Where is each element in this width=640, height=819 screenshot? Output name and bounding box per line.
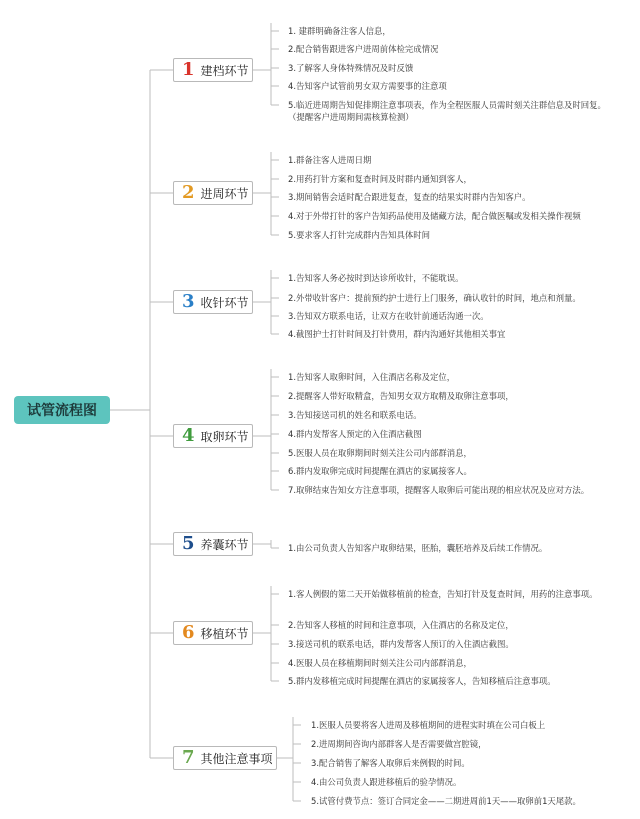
stage-label: 移植环节 bbox=[200, 626, 249, 641]
stage-1 bbox=[173, 58, 253, 82]
stage-number: 1 bbox=[182, 59, 195, 80]
stage-2-item: 4.对于外带打针的客户告知药品使用及储藏方法，配合做医嘱或发相关操作视频 bbox=[288, 211, 581, 221]
stage-2-item: 5.要求客人打针完成群内告知具体时间 bbox=[288, 230, 430, 240]
stage-1-item: 1. 建群明确备注客人信息， bbox=[288, 26, 391, 36]
stage-label: 取卵环节 bbox=[200, 429, 249, 444]
stage-number: 2 bbox=[182, 182, 195, 203]
stage-label: 收针环节 bbox=[200, 295, 249, 310]
stage-number: 6 bbox=[182, 622, 195, 643]
stage-7 bbox=[173, 746, 277, 770]
stage-1-item: 3.了解客人身体特殊情况及时反馈 bbox=[288, 63, 414, 73]
stage-1-item: 2.配合销售跟进客户进周前体检完成情况 bbox=[288, 44, 439, 54]
stage-4-item: 6.群内发取卵完成时间提醒在酒店的家属接客人。 bbox=[288, 466, 472, 476]
stage-7-item: 2.进周期间咨询内部群客人是否需要做宫腔镜， bbox=[311, 739, 487, 749]
stage-3-item: 2.外带收针客户：提前预约护士进行上门服务，确认收针的时间，地点和剂量。 bbox=[288, 293, 581, 303]
stage-3 bbox=[173, 290, 253, 314]
stage-2-item: 3.期间销售会适时配合跟进复查，复查的结果实时群内告知客户。 bbox=[288, 192, 531, 202]
stage-1-item: 4.告知客户试管前男女双方需要事的注意项 bbox=[288, 81, 447, 91]
stage-3-item: 1.告知客人务必按时到达诊所收针，不能耽误。 bbox=[288, 273, 464, 283]
root-title: 试管流程图 bbox=[27, 403, 97, 419]
stage-label: 其他注意事项 bbox=[200, 751, 273, 766]
stage-6-item: 1.客人例假的第二天开始做移植前的检查，告知打针及复查时间，用药的注意事项。 bbox=[288, 589, 598, 599]
stage-number: 4 bbox=[182, 425, 195, 446]
stage-6-item: 4.医服人员在移植期间时刻关注公司内部群消息， bbox=[288, 658, 472, 668]
stage-4-item: 2.提醒客人带好取精盒，告知男女双方取精及取卵注意事项， bbox=[288, 391, 514, 401]
stage-2-item: 1.群备注客人进周日期 bbox=[288, 155, 372, 165]
stage-4 bbox=[173, 424, 253, 448]
stage-3-item: 3.告知双方联系电话，让双方在收针前通话沟通一次。 bbox=[288, 311, 489, 321]
stage-1-item: 5.临近进周期告知促排期注意事项表，作为全程医服人员需时刻关注群信息及时回复。（提醒客户进周期间需核算检测） bbox=[288, 100, 606, 122]
stage-label: 建档环节 bbox=[200, 63, 249, 78]
stage-6-item: 5.群内发移植完成时间提醒在酒店的家属接客人，告知移植后注意事项。 bbox=[288, 676, 556, 686]
stage-7-item: 1.医服人员要将客人进周及移植期间的进程实时填在公司白板上 bbox=[311, 720, 546, 730]
stage-3-item: 4.截图护士打针时间及打针费用，群内沟通好其他相关事宜 bbox=[288, 329, 506, 339]
stage-7-item: 4.由公司负责人跟进移植后的验孕情况。 bbox=[311, 777, 462, 787]
stage-label: 进周环节 bbox=[200, 186, 249, 201]
stage-label: 养囊环节 bbox=[200, 537, 249, 552]
stage-4-item: 4.群内发帮客人预定的入住酒店截图 bbox=[288, 429, 422, 439]
stage-4-item: 5.医服人员在取卵期间时刻关注公司内部群消息， bbox=[288, 448, 472, 458]
stage-2 bbox=[173, 181, 253, 205]
stage-6-item: 3.接送司机的联系电话，群内发帮客人预订的入住酒店截图。 bbox=[288, 639, 514, 649]
root-node bbox=[14, 396, 110, 424]
stage-7-item: 3.配合销售了解客人取卵后来例假的时间。 bbox=[311, 758, 470, 768]
stage-2-item: 2.用药打针方案和复查时间及时群内通知到客人， bbox=[288, 174, 472, 184]
stage-5-item: 1.由公司负责人告知客户取卵结果，胚胎，囊胚培养及后续工作情况。 bbox=[288, 543, 548, 553]
stage-number: 7 bbox=[182, 747, 195, 768]
stage-4-item: 1.告知客人取卵时间，入住酒店名称及定位， bbox=[288, 372, 456, 382]
stage-7-item: 5.试管付费节点：签订合同定金——二期进周前1天——取卵前1天尾款。 bbox=[311, 796, 581, 806]
stage-5 bbox=[173, 532, 253, 556]
stage-number: 3 bbox=[182, 291, 195, 312]
stage-4-item: 7.取卵结束告知女方注意事项，提醒客人取卵后可能出现的相应状况及应对方法。 bbox=[288, 485, 590, 495]
stage-6-item: 2.告知客人移植的时间和注意事项，入住酒店的名称及定位， bbox=[288, 620, 514, 630]
stage-number: 5 bbox=[182, 533, 195, 554]
stage-6 bbox=[173, 621, 253, 645]
stage-4-item: 3.告知接送司机的姓名和联系电话。 bbox=[288, 410, 422, 420]
